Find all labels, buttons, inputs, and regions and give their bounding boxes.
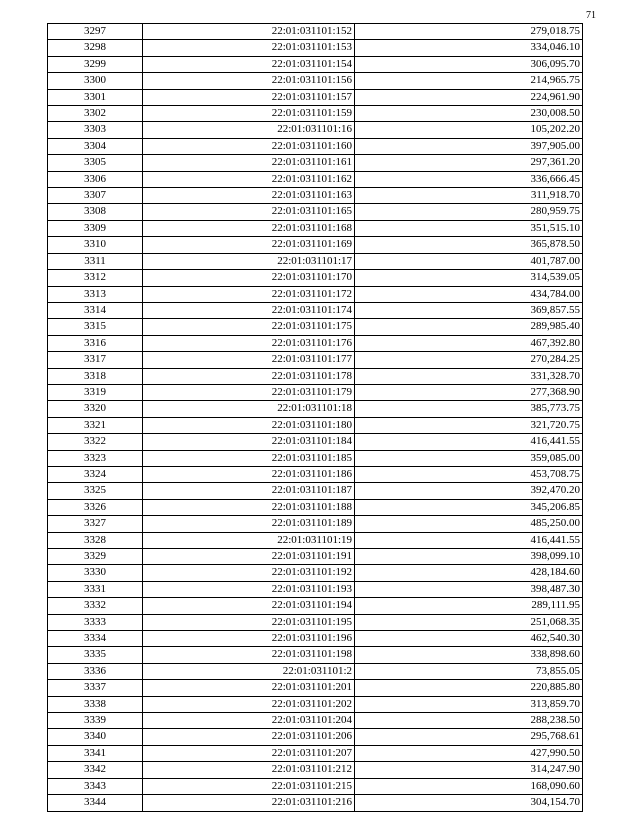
table-row — [48, 795, 583, 811]
table-row — [48, 56, 583, 72]
row-number-cell: 3320 — [48, 401, 143, 417]
cadastral-value-cell: 295,768.61 — [355, 729, 583, 745]
cadastral-value-cell: 105,202.20 — [355, 122, 583, 138]
cadastral-value-cell: 453,708.75 — [355, 466, 583, 482]
row-number-cell: 3340 — [48, 729, 143, 745]
cadastral-number-cell: 22:01:031101:188 — [143, 499, 355, 515]
table-row — [48, 220, 583, 236]
cadastral-number-cell: 22:01:031101:192 — [143, 565, 355, 581]
cadastral-number-cell: 22:01:031101:154 — [143, 56, 355, 72]
row-number-cell: 3304 — [48, 138, 143, 154]
row-number-cell: 3341 — [48, 745, 143, 761]
row-number-cell: 3326 — [48, 499, 143, 515]
table-row — [48, 40, 583, 56]
row-number-cell: 3298 — [48, 40, 143, 56]
cadastral-value-cell: 359,085.00 — [355, 450, 583, 466]
table-row — [48, 204, 583, 220]
table-row — [48, 24, 583, 40]
table-row — [48, 466, 583, 482]
table-row — [48, 516, 583, 532]
cadastral-number-cell: 22:01:031101:201 — [143, 680, 355, 696]
cadastral-value-table — [47, 23, 583, 812]
table-row — [48, 745, 583, 761]
row-number-cell: 3342 — [48, 762, 143, 778]
row-number-cell: 3323 — [48, 450, 143, 466]
cadastral-value-cell: 369,857.55 — [355, 302, 583, 318]
cadastral-value-cell: 397,905.00 — [355, 138, 583, 154]
row-number-cell: 3321 — [48, 417, 143, 433]
table-row — [48, 171, 583, 187]
cadastral-number-cell: 22:01:031101:206 — [143, 729, 355, 745]
table-row — [48, 73, 583, 89]
cadastral-value-cell: 289,985.40 — [355, 319, 583, 335]
cadastral-number-cell: 22:01:031101:168 — [143, 220, 355, 236]
cadastral-number-cell: 22:01:031101:215 — [143, 778, 355, 794]
cadastral-number-cell: 22:01:031101:202 — [143, 696, 355, 712]
cadastral-value-cell: 214,965.75 — [355, 73, 583, 89]
cadastral-value-cell: 351,515.10 — [355, 220, 583, 236]
cadastral-value-cell: 73,855.05 — [355, 663, 583, 679]
row-number-cell: 3297 — [48, 24, 143, 40]
cadastral-value-cell: 289,111.95 — [355, 598, 583, 614]
row-number-cell: 3314 — [48, 302, 143, 318]
row-number-cell: 3317 — [48, 352, 143, 368]
row-number-cell: 3344 — [48, 795, 143, 811]
cadastral-value-cell: 220,885.80 — [355, 680, 583, 696]
row-number-cell: 3334 — [48, 631, 143, 647]
cadastral-number-cell: 22:01:031101:184 — [143, 434, 355, 450]
table-row — [48, 631, 583, 647]
cadastral-value-cell: 428,184.60 — [355, 565, 583, 581]
cadastral-number-cell: 22:01:031101:193 — [143, 581, 355, 597]
cadastral-value-cell: 321,720.75 — [355, 417, 583, 433]
table-row — [48, 762, 583, 778]
row-number-cell: 3309 — [48, 220, 143, 236]
cadastral-value-cell: 306,095.70 — [355, 56, 583, 72]
cadastral-value-cell: 279,018.75 — [355, 24, 583, 40]
row-number-cell: 3343 — [48, 778, 143, 794]
cadastral-value-cell: 385,773.75 — [355, 401, 583, 417]
cadastral-value-cell: 485,250.00 — [355, 516, 583, 532]
cadastral-value-cell: 314,539.05 — [355, 270, 583, 286]
cadastral-number-cell: 22:01:031101:180 — [143, 417, 355, 433]
table-row — [48, 713, 583, 729]
table-row — [48, 549, 583, 565]
row-number-cell: 3335 — [48, 647, 143, 663]
cadastral-value-cell: 345,206.85 — [355, 499, 583, 515]
cadastral-value-cell: 224,961.90 — [355, 89, 583, 105]
cadastral-number-cell: 22:01:031101:179 — [143, 384, 355, 400]
table-row — [48, 270, 583, 286]
table-row — [48, 483, 583, 499]
cadastral-value-cell: 280,959.75 — [355, 204, 583, 220]
table-row — [48, 598, 583, 614]
cadastral-value-cell: 398,099.10 — [355, 549, 583, 565]
cadastral-value-cell: 288,238.50 — [355, 713, 583, 729]
table-row — [48, 680, 583, 696]
cadastral-value-cell: 304,154.70 — [355, 795, 583, 811]
cadastral-number-cell: 22:01:031101:174 — [143, 302, 355, 318]
cadastral-number-cell: 22:01:031101:17 — [143, 253, 355, 269]
cadastral-value-cell: 392,470.20 — [355, 483, 583, 499]
table-row — [48, 352, 583, 368]
table-row — [48, 647, 583, 663]
cadastral-value-cell: 313,859.70 — [355, 696, 583, 712]
row-number-cell: 3302 — [48, 106, 143, 122]
cadastral-number-cell: 22:01:031101:178 — [143, 368, 355, 384]
cadastral-number-cell: 22:01:031101:212 — [143, 762, 355, 778]
row-number-cell: 3329 — [48, 549, 143, 565]
row-number-cell: 3318 — [48, 368, 143, 384]
table-row — [48, 237, 583, 253]
cadastral-value-cell: 467,392.80 — [355, 335, 583, 351]
table-row — [48, 106, 583, 122]
table-row — [48, 188, 583, 204]
cadastral-value-cell: 168,090.60 — [355, 778, 583, 794]
table-row — [48, 286, 583, 302]
cadastral-number-cell: 22:01:031101:169 — [143, 237, 355, 253]
row-number-cell: 3338 — [48, 696, 143, 712]
row-number-cell: 3332 — [48, 598, 143, 614]
cadastral-number-cell: 22:01:031101:16 — [143, 122, 355, 138]
row-number-cell: 3328 — [48, 532, 143, 548]
cadastral-value-cell: 270,284.25 — [355, 352, 583, 368]
cadastral-number-cell: 22:01:031101:186 — [143, 466, 355, 482]
cadastral-value-cell: 365,878.50 — [355, 237, 583, 253]
table-row — [48, 729, 583, 745]
row-number-cell: 3303 — [48, 122, 143, 138]
table-row — [48, 155, 583, 171]
row-number-cell: 3324 — [48, 466, 143, 482]
cadastral-value-cell: 331,328.70 — [355, 368, 583, 384]
row-number-cell: 3312 — [48, 270, 143, 286]
row-number-cell: 3300 — [48, 73, 143, 89]
cadastral-number-cell: 22:01:031101:196 — [143, 631, 355, 647]
row-number-cell: 3305 — [48, 155, 143, 171]
cadastral-number-cell: 22:01:031101:152 — [143, 24, 355, 40]
row-number-cell: 3299 — [48, 56, 143, 72]
cadastral-value-cell: 311,918.70 — [355, 188, 583, 204]
cadastral-number-cell: 22:01:031101:163 — [143, 188, 355, 204]
cadastral-value-cell: 334,046.10 — [355, 40, 583, 56]
cadastral-value-cell: 336,666.45 — [355, 171, 583, 187]
cadastral-value-cell: 277,368.90 — [355, 384, 583, 400]
row-number-cell: 3325 — [48, 483, 143, 499]
row-number-cell: 3319 — [48, 384, 143, 400]
cadastral-number-cell: 22:01:031101:194 — [143, 598, 355, 614]
cadastral-number-cell: 22:01:031101:191 — [143, 549, 355, 565]
cadastral-value-cell: 230,008.50 — [355, 106, 583, 122]
cadastral-number-cell: 22:01:031101:198 — [143, 647, 355, 663]
table-row — [48, 89, 583, 105]
cadastral-number-cell: 22:01:031101:161 — [143, 155, 355, 171]
table-row — [48, 253, 583, 269]
table-row — [48, 614, 583, 630]
table-row — [48, 450, 583, 466]
table-row — [48, 384, 583, 400]
table-body — [48, 24, 583, 812]
cadastral-value-cell: 427,990.50 — [355, 745, 583, 761]
cadastral-value-cell: 338,898.60 — [355, 647, 583, 663]
table-row — [48, 319, 583, 335]
cadastral-value-cell: 251,068.35 — [355, 614, 583, 630]
cadastral-number-cell: 22:01:031101:204 — [143, 713, 355, 729]
cadastral-number-cell: 22:01:031101:18 — [143, 401, 355, 417]
table-row — [48, 499, 583, 515]
cadastral-number-cell: 22:01:031101:175 — [143, 319, 355, 335]
table-row — [48, 417, 583, 433]
cadastral-number-cell: 22:01:031101:176 — [143, 335, 355, 351]
table-row — [48, 302, 583, 318]
row-number-cell: 3337 — [48, 680, 143, 696]
cadastral-number-cell: 22:01:031101:216 — [143, 795, 355, 811]
cadastral-number-cell: 22:01:031101:162 — [143, 171, 355, 187]
cadastral-number-cell: 22:01:031101:19 — [143, 532, 355, 548]
row-number-cell: 3308 — [48, 204, 143, 220]
row-number-cell: 3313 — [48, 286, 143, 302]
cadastral-value-cell: 434,784.00 — [355, 286, 583, 302]
table-row — [48, 696, 583, 712]
cadastral-value-cell: 416,441.55 — [355, 532, 583, 548]
row-number-cell: 3310 — [48, 237, 143, 253]
cadastral-value-cell: 398,487.30 — [355, 581, 583, 597]
cadastral-value-cell: 401,787.00 — [355, 253, 583, 269]
table-row — [48, 335, 583, 351]
table-row — [48, 532, 583, 548]
row-number-cell: 3315 — [48, 319, 143, 335]
table-row — [48, 663, 583, 679]
cadastral-number-cell: 22:01:031101:165 — [143, 204, 355, 220]
cadastral-number-cell: 22:01:031101:185 — [143, 450, 355, 466]
row-number-cell: 3331 — [48, 581, 143, 597]
page-number: 71 — [586, 10, 596, 21]
cadastral-number-cell: 22:01:031101:170 — [143, 270, 355, 286]
cadastral-number-cell: 22:01:031101:207 — [143, 745, 355, 761]
table-row — [48, 368, 583, 384]
table-row — [48, 122, 583, 138]
cadastral-value-cell: 297,361.20 — [355, 155, 583, 171]
table-row — [48, 434, 583, 450]
row-number-cell: 3339 — [48, 713, 143, 729]
row-number-cell: 3306 — [48, 171, 143, 187]
cadastral-number-cell: 22:01:031101:189 — [143, 516, 355, 532]
cadastral-number-cell: 22:01:031101:195 — [143, 614, 355, 630]
row-number-cell: 3307 — [48, 188, 143, 204]
table-row — [48, 401, 583, 417]
table-row — [48, 565, 583, 581]
cadastral-value-cell: 416,441.55 — [355, 434, 583, 450]
cadastral-number-cell: 22:01:031101:187 — [143, 483, 355, 499]
row-number-cell: 3336 — [48, 663, 143, 679]
table-row — [48, 581, 583, 597]
row-number-cell: 3330 — [48, 565, 143, 581]
cadastral-value-cell: 462,540.30 — [355, 631, 583, 647]
table-row — [48, 778, 583, 794]
row-number-cell: 3311 — [48, 253, 143, 269]
cadastral-number-cell: 22:01:031101:177 — [143, 352, 355, 368]
cadastral-value-cell: 314,247.90 — [355, 762, 583, 778]
table-row — [48, 138, 583, 154]
row-number-cell: 3301 — [48, 89, 143, 105]
cadastral-number-cell: 22:01:031101:172 — [143, 286, 355, 302]
row-number-cell: 3316 — [48, 335, 143, 351]
cadastral-number-cell: 22:01:031101:159 — [143, 106, 355, 122]
cadastral-number-cell: 22:01:031101:2 — [143, 663, 355, 679]
cadastral-number-cell: 22:01:031101:160 — [143, 138, 355, 154]
cadastral-number-cell: 22:01:031101:157 — [143, 89, 355, 105]
row-number-cell: 3322 — [48, 434, 143, 450]
cadastral-number-cell: 22:01:031101:156 — [143, 73, 355, 89]
row-number-cell: 3333 — [48, 614, 143, 630]
cadastral-number-cell: 22:01:031101:153 — [143, 40, 355, 56]
row-number-cell: 3327 — [48, 516, 143, 532]
